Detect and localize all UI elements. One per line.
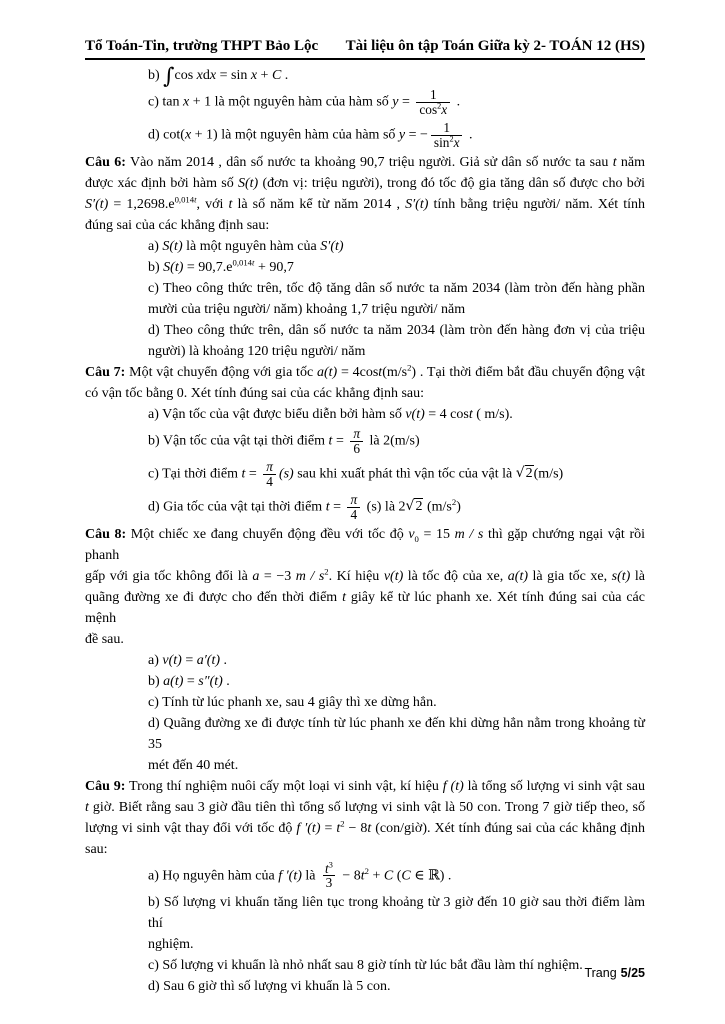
fraction: $\frac{\pi}{6}$: [350, 427, 363, 456]
footer-page-label: Trang: [584, 966, 617, 980]
integral-symbol: ∫: [163, 63, 175, 89]
fraction: $\frac{1}{\cos^2x}$: [416, 88, 450, 117]
text-line: mười của triệu người/ năm) khoảng 1,7 triệu người/ năm: [148, 301, 466, 317]
text-line: mét đến 40 mét.: [148, 757, 239, 773]
text-line: b) Vận tốc của vật tại thời điểm t = $\frac{\pi}{6}$ là 2(m/s): [148, 425, 420, 456]
text-line: b) ∫cos xdx = sin x + C .: [148, 63, 289, 89]
text-line: có vận tốc bằng 0. Xét tính đúng sai của các khẳng định sau:: [85, 385, 425, 401]
text-line: a) Họ nguyên hàm của f ′(t) là $\frac{t^3}{3}$ − $8t^2 + C$ (C ∈ ℝ) .: [148, 860, 452, 891]
text-line: b) a(t) = s″(t) .: [148, 673, 230, 689]
text-line: a) S(t) là một nguyên hàm của S′(t): [148, 238, 344, 254]
text-line: c) tan x + 1 là một nguyên hàm của hàm số y = $\frac{1}{\cos^2x}$ .: [148, 87, 461, 117]
header-left-title: Tổ Toán-Tin, trường THPT Bảo Lộc: [85, 38, 319, 54]
text-line: c) Số lượng vi khuẩn là nhỏ nhất sau 8 giờ tính từ lúc bắt đầu làm thí nghiệm.: [148, 958, 583, 974]
text-line: người) là khoảng 120 triệu người/ năm: [148, 343, 366, 359]
text-line: c) Tính từ lúc phanh xe, sau 4 giây thì xe dừng hẳn.: [148, 694, 437, 710]
footer-page-number: 5/25: [620, 966, 645, 980]
fraction: $\frac{t^3}{3}$: [322, 862, 336, 891]
text-line: c) Tại thời điểm t = $\frac{\pi}{4}$ (s) sau khi xuất phát thì vận tốc của vật là √2(m/s): [148, 458, 564, 489]
square-root: √2: [405, 498, 423, 515]
fraction: $\frac{\pi}{4}$: [347, 493, 360, 522]
text-line: đề sau.: [85, 631, 124, 647]
text-line: d) Sau 6 giờ thì số lượng vi khuẩn là 5 con.: [148, 979, 391, 995]
fraction: $\frac{\pi}{4}$: [263, 460, 276, 489]
page-footer: [584, 966, 645, 980]
text-line: Câu 8: Một chiếc xe đang chuyển động đều với tốc độ $v_0 = 15$ m / s thì gặp chướng ngại vật rồi phanh: [85, 526, 645, 563]
fraction: $\frac{1}{\sin^2x}$: [431, 121, 463, 150]
text-line: a) Vận tốc của vật được biểu diễn bởi hàm số v(t) = 4 cost ( m/s).: [148, 406, 513, 422]
text-line: Câu 6: Vào năm 2014 , dân số nước ta khoảng 90,7 triệu người. Giả sử dân số nước ta sau t năm: [85, 154, 646, 170]
text-line: d) Theo công thức trên, dân số nước ta năm 2034 (làm tròn đến hàng đơn vị của triệu: [148, 322, 645, 338]
square-root: √2: [515, 465, 533, 482]
text-line: đúng sai của các khẳng định sau:: [85, 217, 270, 233]
text-line: được xác định bởi hàm số S(t) (đơn vị: triệu người), trong đó tốc độ gia tăng dân số được cho bởi: [85, 175, 646, 191]
text-line: $S'(t) = 1,2698.e^{0,014t}$, với t là số năm kể từ năm 2014 , S′(t) tính bằng triệu người/ năm. Xét tính: [85, 194, 646, 212]
text-line: d) Gia tốc của vật tại thời điểm t = $\frac{\pi}{4}$ (s) là 2√2 $(m/s^2)$: [148, 491, 461, 522]
text-line: gấp với gia tốc không đổi là a = −3 m / $s^2$. Kí hiệu v(t) là tốc độ của xe, a(t) là gia tốc xe, s(t) là: [85, 565, 645, 584]
text-line: lượng vi sinh vật thay đổi với tốc độ f $'(t) = t^2 - 8t$ (con/giờ). Xét tính đúng sai của các khẳng định: [85, 817, 645, 836]
text-line: c) Theo công thức trên, tốc độ tăng dân số nước ta năm 2034 (làm tròn đến hàng phần: [148, 280, 645, 296]
text-line: quãng đường xe đi được cho đến thời điểm t giây kể từ lúc phanh xe. Xét tính đúng sai của các mệnh: [85, 589, 645, 626]
document-body: [85, 60, 645, 997]
text-line: Câu 9: Trong thí nghiệm nuôi cấy một loại vi sinh vật, kí hiệu f (t) là tổng số lượng vi sinh vật sau: [85, 778, 645, 794]
text-line: Câu 7: Một vật chuyển động với gia tốc $a(t) = 4\cos t(m/s^2)$ . Tại thời điểm bắt đầu chuyển động vật: [85, 362, 646, 380]
header-right-title: Tài liệu ôn tập Toán Giữa kỳ 2- TOÁN 12 (HS): [345, 38, 645, 54]
text-line: sau:: [85, 841, 108, 857]
text-line: b) $S(t) = 90,7.e^{0,014t} + 90,7$: [148, 257, 294, 275]
text-line: d) cot(x + 1) là một nguyên hàm của hàm số y = − $\frac{1}{\sin^2x}$ .: [148, 119, 473, 150]
text-line: b) Số lượng vi khuẩn tăng liên tục trong khoảng từ 3 giờ đến 10 giờ sau thời điểm làm thí: [148, 895, 645, 932]
text-line: t giờ. Biết rằng sau 3 giờ đầu tiên thì tổng số lượng vi sinh vật là 50 con. Trong 7 giờ tiếp theo, số: [85, 799, 645, 815]
text-line: d) Quãng đường xe đi được tính từ lúc phanh xe đến khi dừng hẳn nằm trong khoảng từ 35: [148, 715, 645, 752]
text-line: a) v(t) = a′(t) .: [148, 652, 228, 668]
page-header: [85, 38, 645, 60]
text-line: nghiệm.: [148, 937, 194, 953]
